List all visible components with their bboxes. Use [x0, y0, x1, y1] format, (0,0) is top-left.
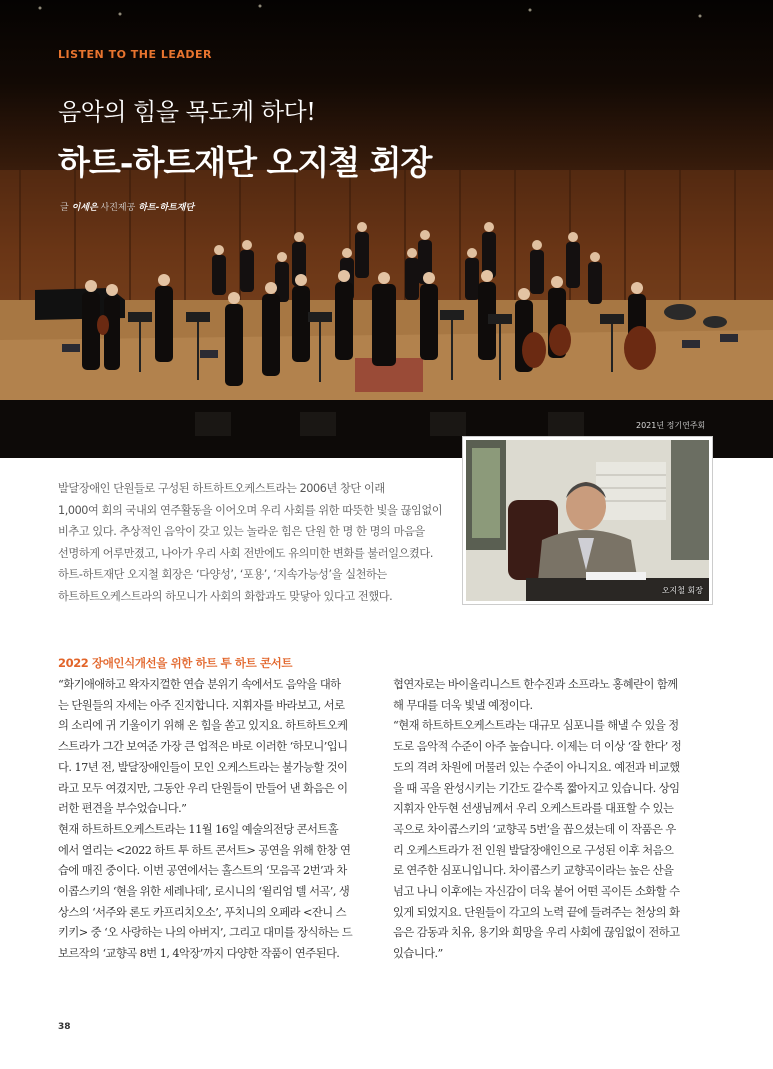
body-line: “현재 하트하트오케스트라는 대규모 심포니를 해낼 수 있을 정	[393, 719, 679, 733]
body-line: 을 때 곡을 완성시키는 기간도 갈수록 짧아지고 있습니다. 상임	[393, 781, 680, 795]
body-line: 는 단원들의 자세는 아주 진지합니다. 지휘자를 바라보고, 서로	[58, 698, 345, 712]
body-line: 로 연주한 심포니입니다. 차이콥스키 교향곡이라는 높은 산을	[393, 864, 674, 878]
photo-source: 하트-하트재단	[138, 203, 195, 213]
body-line: 있습니다.”	[393, 947, 443, 961]
body-column-right	[393, 675, 711, 965]
body-line: 의 소리에 귀 기울이기 위해 온 힘을 쏟고 있지요. 하트하트오케	[58, 719, 348, 733]
section-heading: 2022 장애인식개선을 위한 하트 투 하트 콘서트	[58, 656, 293, 670]
body-line: 리 오케스트라가 전 인원 발달장애인으로 구성된 이후 처음으	[393, 843, 674, 857]
body-line: 넘고 나니 이후에는 자신감이 더욱 붙어 어떤 곡이든 소화할 수	[393, 885, 680, 899]
body-line: 상스의 ‘서주와 론도 카프리치오소’, 푸치니의 오페라 <잔니 스	[58, 905, 347, 919]
body-line: 에서 열리는 <2022 하트 투 하트 콘서트> 공연을 위해 한창 연	[58, 843, 351, 857]
body-line: 스트라가 그간 보여준 가장 큰 업적은 바로 이러한 ‘하모니’입니	[58, 740, 348, 754]
page-number: 38	[58, 1022, 71, 1032]
writer-name: 이세은	[71, 203, 98, 213]
orchestra-stage-illustration	[0, 0, 773, 458]
photo-credit-prefix: 사진제공	[100, 203, 136, 213]
body-line: 있게 되었지요. 단원들이 각고의 노력 끝에 들려주는 천상의 화	[393, 905, 680, 919]
body-line: 음은 감동과 치유, 용기와 희망을 우리 사회에 끊임없이 전하고	[393, 926, 680, 940]
body-line: 현재 하트하트오케스트라는 11월 16일 예술의전당 콘서트홀	[58, 822, 339, 836]
body-line: 라고 모두 여겼지만, 그동안 우리 단원들이 만들어 낸 화음은 이	[58, 781, 348, 795]
article-subtitle: 음악의 힘을 목도케 하다!	[58, 98, 316, 126]
body-line: 지휘자 안두현 선생님께서 우리 오케스트라를 대표할 수 있는	[393, 802, 674, 816]
body-column-left	[58, 675, 376, 965]
body-line: 도로 음악적 수준이 아주 높습니다. 이제는 더 이상 ‘잘 한다’ 정	[393, 740, 682, 754]
body-line: 협연자로는 바이올리니스트 한수진과 소프라노 홍혜란이 함께	[393, 678, 678, 691]
intro-line: 하트하트오케스트라의 하모니가 사회의 화합과도 맞닿아 있다고 전했다.	[58, 589, 393, 603]
credit-prefix: 글	[60, 203, 69, 213]
intro-line: 하트-하트재단 오지철 회장은 ‘다양성’, ‘포용’, ‘지속가능성’을 실천하는	[58, 568, 387, 582]
body-line: 러한 편견을 부수었습니다.”	[58, 802, 187, 816]
intro-line: 1,000여 회의 국내외 연주활동을 이어오며 우리 사회를 위한 따뜻한 빛을 끊임없이	[58, 503, 443, 517]
body-line: 곡으로 차이콥스키의 ‘교향곡 5번’을 꼽으셨는데 이 작품은 우	[393, 822, 676, 836]
portrait-caption: 오지철 회장	[661, 586, 703, 595]
hero-photo	[0, 0, 773, 458]
intro-paragraph	[58, 478, 458, 608]
article-title: 하트-하트재단 오지철 회장	[58, 143, 432, 182]
section-tagline: LISTEN TO THE LEADER	[58, 48, 212, 61]
intro-line: 선명하게 어루만졌고, 나아가 우리 사회 전반에도 유의미한 변화를 불러일으켰다.	[58, 546, 433, 560]
body-line: 도의 격려 차원에 머물러 있는 수준이 아니지요. 예전과 비교했	[393, 760, 680, 774]
byline	[60, 200, 194, 213]
body-line: 이콥스키의 ‘현을 위한 세레나데’, 로시니의 ‘윌리엄 텔 서곡’, 생	[58, 885, 350, 899]
body-line: 다. 17년 전, 발달장애인들이 모인 오케스트라는 불가능할 것이	[58, 760, 348, 774]
body-line: 보르작의 ‘교향곡 8번 1, 4악장’까지 다양한 작품이 연주된다.	[58, 947, 340, 961]
portrait-illustration	[466, 440, 709, 601]
intro-line: 발달장애인 단원들로 구성된 하트하트오케스트라는 2006년 창단 이래	[58, 482, 385, 495]
body-line: 해 무대를 더욱 빛낼 예정이다.	[393, 698, 533, 712]
hero-caption: 2021년 정기연주회	[636, 421, 706, 430]
body-line: 습에 매진 중이다. 이번 공연에서는 홀스트의 ‘모음곡 2번’과 차	[58, 864, 347, 878]
portrait-photo	[463, 437, 712, 604]
intro-line: 비추고 있다. 추상적인 음악이 갖고 있는 놀라운 힘은 단원 한 명 한 명의 마음을	[58, 525, 425, 539]
body-line: “화기애애하고 왁자지껄한 연습 분위기 속에서도 음악을 대하	[58, 678, 341, 691]
body-line: 키키> 중 ‘오 사랑하는 나의 아버지’, 그리고 대미를 장식하는 드	[58, 926, 353, 940]
